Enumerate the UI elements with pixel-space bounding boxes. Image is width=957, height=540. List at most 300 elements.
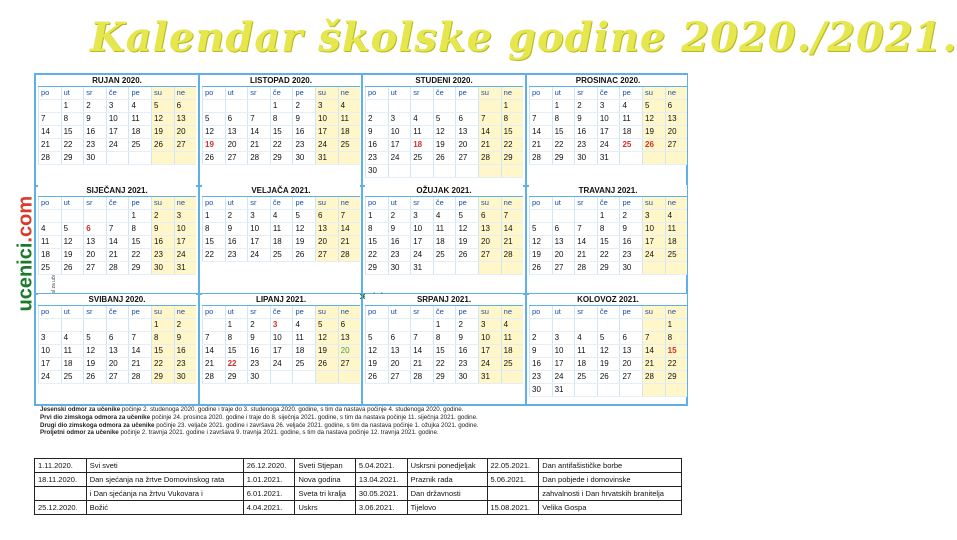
day-name: po (203, 87, 226, 100)
day-cell: 30 (152, 262, 175, 275)
day-cell: 28 (575, 262, 598, 275)
day-cell: 31 (316, 152, 339, 165)
day-cell: 10 (597, 113, 620, 126)
day-cell (620, 319, 643, 332)
day-cell: 2 (293, 100, 316, 113)
day-cell: 2 (456, 319, 479, 332)
day-cell: 11 (620, 113, 643, 126)
day-cell: 19 (203, 139, 226, 152)
day-cell: 16 (530, 358, 553, 371)
day-cell: 18 (270, 236, 293, 249)
day-cell (411, 319, 434, 332)
day-name: po (203, 306, 226, 319)
day-cell: 10 (106, 113, 129, 126)
day-name: pe (620, 87, 643, 100)
day-cell: 1 (270, 100, 293, 113)
day-cell: 18 (129, 126, 152, 139)
month-11 (365, 294, 523, 384)
day-cell: 17 (552, 358, 575, 371)
holiday-name: Dan državnosti (407, 487, 487, 501)
day-cell: 24 (411, 249, 434, 262)
month-name: STUDENI 2020. (365, 75, 523, 87)
note-label: Proljetni odmor za učenike (40, 429, 119, 437)
holiday-name: Praznik rada (407, 473, 487, 487)
day-cell (643, 262, 666, 275)
day-name: su (316, 197, 339, 210)
day-cell: 1 (665, 319, 687, 332)
day-cell: 11 (433, 223, 456, 236)
day-cell: 14 (479, 126, 502, 139)
day-cell: 12 (293, 223, 316, 236)
day-cell: 8 (203, 223, 226, 236)
day-cell: 26 (597, 371, 620, 384)
day-cell: 1 (501, 100, 523, 113)
day-cell: 29 (552, 152, 575, 165)
day-cell: 10 (479, 332, 502, 345)
day-cell: 4 (411, 113, 434, 126)
day-cell: 4 (501, 319, 523, 332)
day-cell: 5 (643, 100, 666, 113)
day-cell (433, 165, 456, 178)
day-cell: 25 (433, 249, 456, 262)
day-cell: 18 (433, 236, 456, 249)
day-name: ut (225, 197, 248, 210)
day-cell: 12 (316, 332, 339, 345)
day-cell: 21 (248, 139, 271, 152)
day-cell: 7 (479, 113, 502, 126)
day-cell: 11 (39, 236, 62, 249)
month-9 (38, 294, 196, 384)
holiday-date: 30.05.2021. (355, 487, 407, 501)
day-cell: 29 (366, 262, 389, 275)
day-cell (293, 371, 316, 384)
day-name: po (39, 87, 62, 100)
day-cell: 22 (366, 249, 389, 262)
day-cell (39, 319, 62, 332)
day-cell: 7 (338, 210, 360, 223)
day-cell: 15 (270, 126, 293, 139)
day-cell: 27 (84, 262, 107, 275)
day-name: ut (61, 87, 84, 100)
day-cell: 1 (225, 319, 248, 332)
month-name: RUJAN 2020. (38, 75, 196, 87)
day-cell: 9 (620, 223, 643, 236)
day-cell: 28 (338, 249, 360, 262)
day-cell: 4 (39, 223, 62, 236)
day-cell (84, 319, 107, 332)
day-cell: 15 (501, 126, 523, 139)
day-cell: 10 (270, 332, 293, 345)
day-name: ne (665, 306, 687, 319)
day-cell (620, 152, 643, 165)
day-cell: 18 (411, 139, 434, 152)
day-cell: 14 (106, 236, 129, 249)
day-cell: 4 (61, 332, 84, 345)
day-cell: 3 (552, 332, 575, 345)
day-cell (106, 319, 129, 332)
day-cell: 17 (643, 236, 666, 249)
day-name: ut (388, 87, 411, 100)
day-cell: 20 (479, 236, 502, 249)
day-cell: 10 (316, 113, 339, 126)
day-name: po (366, 87, 389, 100)
day-cell: 4 (129, 100, 152, 113)
day-cell: 11 (338, 113, 360, 126)
public-holidays-table (34, 458, 682, 515)
day-cell: 1 (597, 210, 620, 223)
day-cell: 29 (129, 262, 152, 275)
day-cell: 3 (106, 100, 129, 113)
day-cell: 19 (84, 358, 107, 371)
day-cell: 5 (61, 223, 84, 236)
day-cell: 20 (225, 139, 248, 152)
day-cell: 8 (152, 332, 175, 345)
day-cell: 17 (597, 126, 620, 139)
day-name: po (366, 306, 389, 319)
day-cell: 31 (479, 371, 502, 384)
day-cell (366, 319, 389, 332)
day-cell: 3 (643, 210, 666, 223)
day-cell: 5 (84, 332, 107, 345)
day-cell: 25 (338, 139, 360, 152)
day-cell: 21 (129, 358, 152, 371)
day-cell: 2 (84, 100, 107, 113)
day-cell: 11 (575, 345, 598, 358)
day-cell: 16 (84, 126, 107, 139)
day-cell: 13 (456, 126, 479, 139)
day-name: ne (338, 197, 360, 210)
holiday-date: 6.01.2021. (243, 487, 295, 501)
day-cell: 16 (225, 236, 248, 249)
holiday-name: Tijelovo (407, 501, 487, 515)
day-name: sr (411, 197, 434, 210)
day-name: su (479, 197, 502, 210)
day-cell: 15 (152, 345, 175, 358)
day-cell: 17 (316, 126, 339, 139)
day-cell: 23 (225, 249, 248, 262)
day-cell: 13 (84, 236, 107, 249)
month-3 (365, 75, 523, 178)
day-name: ut (552, 87, 575, 100)
day-cell: 6 (620, 332, 643, 345)
day-name: ne (338, 87, 360, 100)
day-name: ut (552, 197, 575, 210)
day-cell (366, 100, 389, 113)
holiday-date: 1.01.2021. (243, 473, 295, 487)
day-cell: 15 (225, 345, 248, 358)
day-name: ut (388, 306, 411, 319)
day-cell: 8 (225, 332, 248, 345)
day-cell: 26 (366, 371, 389, 384)
day-cell: 6 (665, 100, 687, 113)
day-cell: 22 (552, 139, 575, 152)
day-cell: 21 (530, 139, 553, 152)
day-cell: 25 (270, 249, 293, 262)
day-cell: 13 (388, 345, 411, 358)
day-cell: 9 (225, 223, 248, 236)
day-name: po (530, 306, 553, 319)
day-name: su (643, 197, 666, 210)
day-cell: 9 (84, 113, 107, 126)
day-cell: 22 (433, 358, 456, 371)
day-name: su (479, 87, 502, 100)
day-cell: 23 (248, 358, 271, 371)
day-cell: 11 (411, 126, 434, 139)
day-cell: 8 (552, 113, 575, 126)
day-cell: 17 (106, 126, 129, 139)
day-cell: 1 (152, 319, 175, 332)
day-name: su (643, 87, 666, 100)
day-cell: 18 (293, 345, 316, 358)
day-cell: 11 (270, 223, 293, 236)
day-cell: 29 (501, 152, 523, 165)
day-name: pe (129, 197, 152, 210)
day-cell: 28 (479, 152, 502, 165)
day-name: če (106, 306, 129, 319)
day-cell: 2 (530, 332, 553, 345)
day-cell: 28 (203, 371, 226, 384)
day-cell: 30 (388, 262, 411, 275)
day-cell: 20 (552, 249, 575, 262)
day-cell: 31 (597, 152, 620, 165)
day-cell: 24 (174, 249, 196, 262)
day-cell: 11 (665, 223, 687, 236)
day-cell: 3 (270, 319, 293, 332)
day-cell (129, 319, 152, 332)
day-name: pe (456, 87, 479, 100)
day-cell (479, 165, 502, 178)
day-cell: 31 (552, 384, 575, 397)
day-cell: 15 (366, 236, 389, 249)
day-cell: 27 (665, 139, 687, 152)
day-name: su (643, 306, 666, 319)
holiday-name: Sveta tri kralja (295, 487, 355, 501)
day-cell: 16 (293, 126, 316, 139)
day-cell: 12 (433, 126, 456, 139)
day-name: ut (388, 197, 411, 210)
day-name: po (530, 87, 553, 100)
day-cell: 30 (84, 152, 107, 165)
day-cell: 28 (643, 371, 666, 384)
day-name: sr (248, 87, 271, 100)
day-cell: 9 (366, 126, 389, 139)
day-name: ne (501, 87, 523, 100)
day-cell: 7 (530, 113, 553, 126)
day-cell: 29 (597, 262, 620, 275)
holiday-name: zahvalnosti i Dan hrvatskih branitelja (539, 487, 682, 501)
day-cell (456, 165, 479, 178)
holiday-name: Uskrsni ponedjeljak (407, 459, 487, 473)
day-cell (106, 152, 129, 165)
day-cell: 29 (665, 371, 687, 384)
day-cell: 24 (388, 152, 411, 165)
day-cell: 10 (643, 223, 666, 236)
month-name: SVIBANJ 2020. (38, 294, 196, 306)
day-cell: 23 (620, 249, 643, 262)
day-cell: 25 (575, 371, 598, 384)
day-cell: 6 (338, 319, 360, 332)
day-cell: 26 (530, 262, 553, 275)
day-cell (575, 210, 598, 223)
holiday-date: 4.04.2021. (243, 501, 295, 515)
day-cell (411, 165, 434, 178)
holiday-name: i Dan sjećanja na žrtvu Vukovara i (86, 487, 243, 501)
day-cell: 17 (411, 236, 434, 249)
day-cell: 12 (530, 236, 553, 249)
day-cell: 13 (552, 236, 575, 249)
day-cell (501, 262, 523, 275)
day-cell (597, 384, 620, 397)
day-cell (575, 384, 598, 397)
day-cell: 30 (530, 384, 553, 397)
day-cell: 14 (248, 126, 271, 139)
day-cell (665, 262, 687, 275)
day-name: če (106, 197, 129, 210)
day-cell (411, 100, 434, 113)
holiday-date: 1.11.2020. (35, 459, 87, 473)
day-cell: 5 (597, 332, 620, 345)
day-cell: 11 (293, 332, 316, 345)
holiday-row (35, 473, 682, 487)
day-cell: 18 (575, 358, 598, 371)
day-cell: 28 (248, 152, 271, 165)
day-cell: 19 (433, 139, 456, 152)
day-name: če (433, 306, 456, 319)
day-cell: 21 (39, 139, 62, 152)
day-cell (501, 371, 523, 384)
day-cell (129, 152, 152, 165)
day-cell: 9 (456, 332, 479, 345)
day-cell: 9 (152, 223, 175, 236)
day-cell: 22 (597, 249, 620, 262)
brand-name: ucenici (14, 242, 37, 312)
day-cell: 5 (316, 319, 339, 332)
holiday-date: 5.04.2021. (355, 459, 407, 473)
day-cell: 13 (316, 223, 339, 236)
day-cell: 16 (456, 345, 479, 358)
day-cell: 7 (129, 332, 152, 345)
holiday-name: Velika Gospa (539, 501, 682, 515)
note-label: Drugi dio zimskoga odmora za učenike (40, 421, 155, 429)
day-cell: 22 (152, 358, 175, 371)
day-name: če (597, 306, 620, 319)
day-name: pe (129, 306, 152, 319)
day-cell: 7 (411, 332, 434, 345)
day-name: sr (84, 197, 107, 210)
day-cell: 13 (106, 345, 129, 358)
day-cell: 16 (366, 139, 389, 152)
day-name: ne (338, 306, 360, 319)
day-name: ut (61, 306, 84, 319)
day-name: ne (174, 197, 196, 210)
note-text: počinje 2. travnja 2021. godine i završava 9. travnja 2021. godine, s tim da nastava počinje 12. travnja 2021. godine. (118, 429, 439, 437)
holiday-date: 5.06.2021. (487, 473, 539, 487)
day-cell: 1 (366, 210, 389, 223)
day-cell: 14 (411, 345, 434, 358)
holiday-row (35, 459, 682, 473)
day-name: pe (293, 306, 316, 319)
day-cell: 14 (203, 345, 226, 358)
day-cell: 20 (84, 249, 107, 262)
month-name: LIPANJ 2021. (202, 294, 360, 306)
day-cell: 7 (501, 210, 523, 223)
day-cell: 28 (411, 371, 434, 384)
day-cell: 8 (597, 223, 620, 236)
day-cell: 25 (501, 358, 523, 371)
holiday-name: Dan antifašističke borbe (539, 459, 682, 473)
day-cell: 17 (270, 345, 293, 358)
day-cell: 21 (643, 358, 666, 371)
day-cell: 17 (479, 345, 502, 358)
day-cell: 23 (456, 358, 479, 371)
day-cell: 2 (174, 319, 196, 332)
day-cell: 9 (530, 345, 553, 358)
day-cell: 9 (174, 332, 196, 345)
day-cell: 13 (225, 126, 248, 139)
day-cell (106, 210, 129, 223)
note-text: počinje 23. veljače 2021. godine i završava 26. veljače 2021. godine, s tim da nastava počinje 1. ožujka 2021. godine. (154, 421, 479, 429)
day-cell: 30 (248, 371, 271, 384)
day-cell (388, 319, 411, 332)
day-cell: 12 (84, 345, 107, 358)
day-name: če (106, 87, 129, 100)
day-cell (338, 371, 360, 384)
day-cell: 18 (39, 249, 62, 262)
day-cell (61, 319, 84, 332)
day-cell: 16 (152, 236, 175, 249)
holiday-date (487, 487, 539, 501)
day-cell: 8 (665, 332, 687, 345)
day-cell: 3 (597, 100, 620, 113)
day-cell (152, 152, 175, 165)
day-cell: 11 (129, 113, 152, 126)
day-cell: 7 (643, 332, 666, 345)
day-cell: 7 (248, 113, 271, 126)
day-cell: 28 (129, 371, 152, 384)
day-cell: 25 (61, 371, 84, 384)
day-cell: 4 (338, 100, 360, 113)
day-cell (643, 319, 666, 332)
day-cell: 1 (552, 100, 575, 113)
day-cell: 19 (366, 358, 389, 371)
day-cell: 20 (316, 236, 339, 249)
day-cell: 14 (129, 345, 152, 358)
day-cell: 22 (501, 139, 523, 152)
day-cell: 10 (552, 345, 575, 358)
day-cell: 18 (620, 126, 643, 139)
day-cell: 2 (248, 319, 271, 332)
day-cell (433, 262, 456, 275)
day-name: če (433, 197, 456, 210)
day-cell: 9 (293, 113, 316, 126)
holiday-date: 25.12.2020. (35, 501, 87, 515)
day-cell: 19 (643, 126, 666, 139)
day-cell: 29 (61, 152, 84, 165)
day-cell: 14 (530, 126, 553, 139)
month-4 (529, 75, 687, 165)
day-cell: 8 (501, 113, 523, 126)
day-cell (203, 100, 226, 113)
day-cell: 27 (106, 371, 129, 384)
day-cell: 20 (388, 358, 411, 371)
holiday-row (35, 487, 682, 501)
day-cell: 16 (575, 126, 598, 139)
note-text: počinje 24. prosinca 2020. godine i traje do 8. siječnja 2021. godine, s tim da nastava počinje 11. siječnja 2021. godine. (150, 413, 478, 421)
day-cell: 14 (575, 236, 598, 249)
day-name: po (530, 197, 553, 210)
day-cell: 19 (152, 126, 175, 139)
day-cell: 20 (338, 345, 360, 358)
